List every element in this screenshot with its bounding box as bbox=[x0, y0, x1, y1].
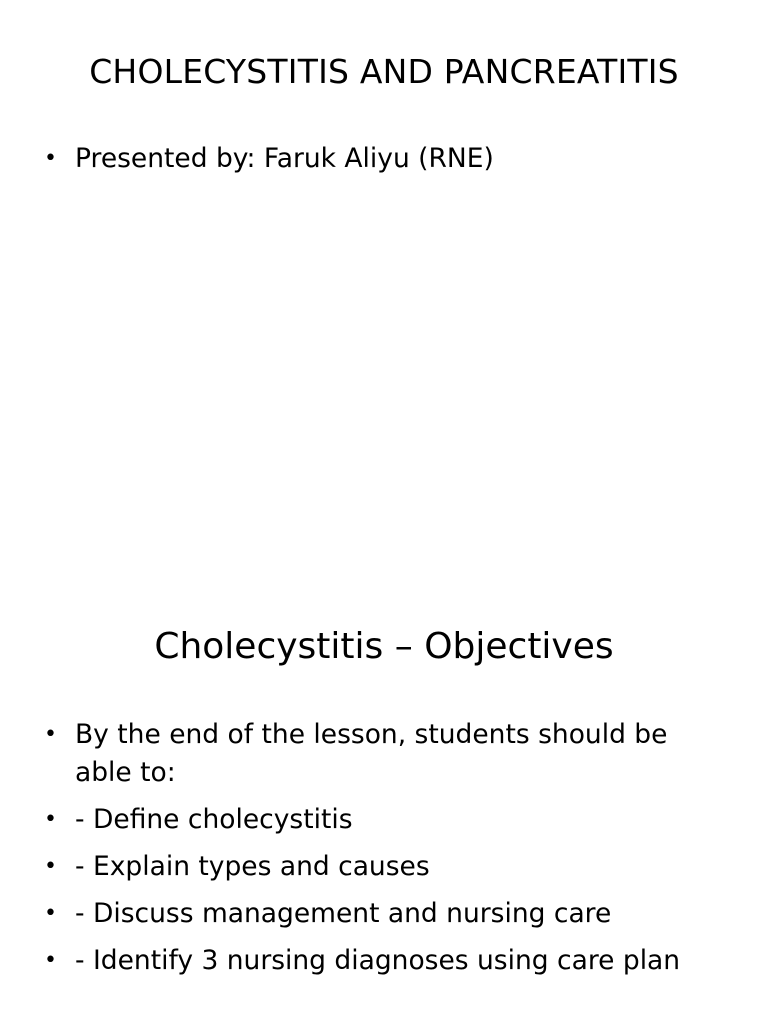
bullet-icon: • bbox=[44, 948, 57, 973]
bullet-icon: • bbox=[44, 854, 57, 879]
objective-text: - Identify 3 nursing diagnoses using care plan bbox=[75, 945, 681, 976]
objectives-bullet-list bbox=[44, 716, 724, 989]
bullet-icon: • bbox=[44, 722, 57, 747]
list-item bbox=[44, 140, 724, 178]
slide-title-heading: CHOLECYSTITIS AND PANCREATITIS bbox=[89, 52, 679, 91]
list-item bbox=[44, 801, 724, 839]
objective-text: - Define cholecystitis bbox=[75, 804, 353, 835]
list-item bbox=[44, 848, 724, 886]
slide-objectives bbox=[0, 576, 768, 1024]
list-item bbox=[44, 942, 724, 980]
bullet-icon: • bbox=[44, 901, 57, 926]
objective-text: - Explain types and causes bbox=[75, 851, 430, 882]
objective-text: - Discuss management and nursing care bbox=[75, 898, 612, 929]
bullet-icon: • bbox=[44, 146, 57, 171]
slide-objectives-heading: Cholecystitis – Objectives bbox=[154, 626, 614, 667]
list-item bbox=[44, 716, 724, 792]
objective-intro-text: By the end of the lesson, students should be able to: bbox=[75, 719, 668, 788]
slide-title-bullet-list bbox=[44, 140, 724, 187]
presenter-text: Presented by: Faruk Aliyu (RNE) bbox=[75, 143, 494, 174]
list-item bbox=[44, 895, 724, 933]
bullet-icon: • bbox=[44, 807, 57, 832]
